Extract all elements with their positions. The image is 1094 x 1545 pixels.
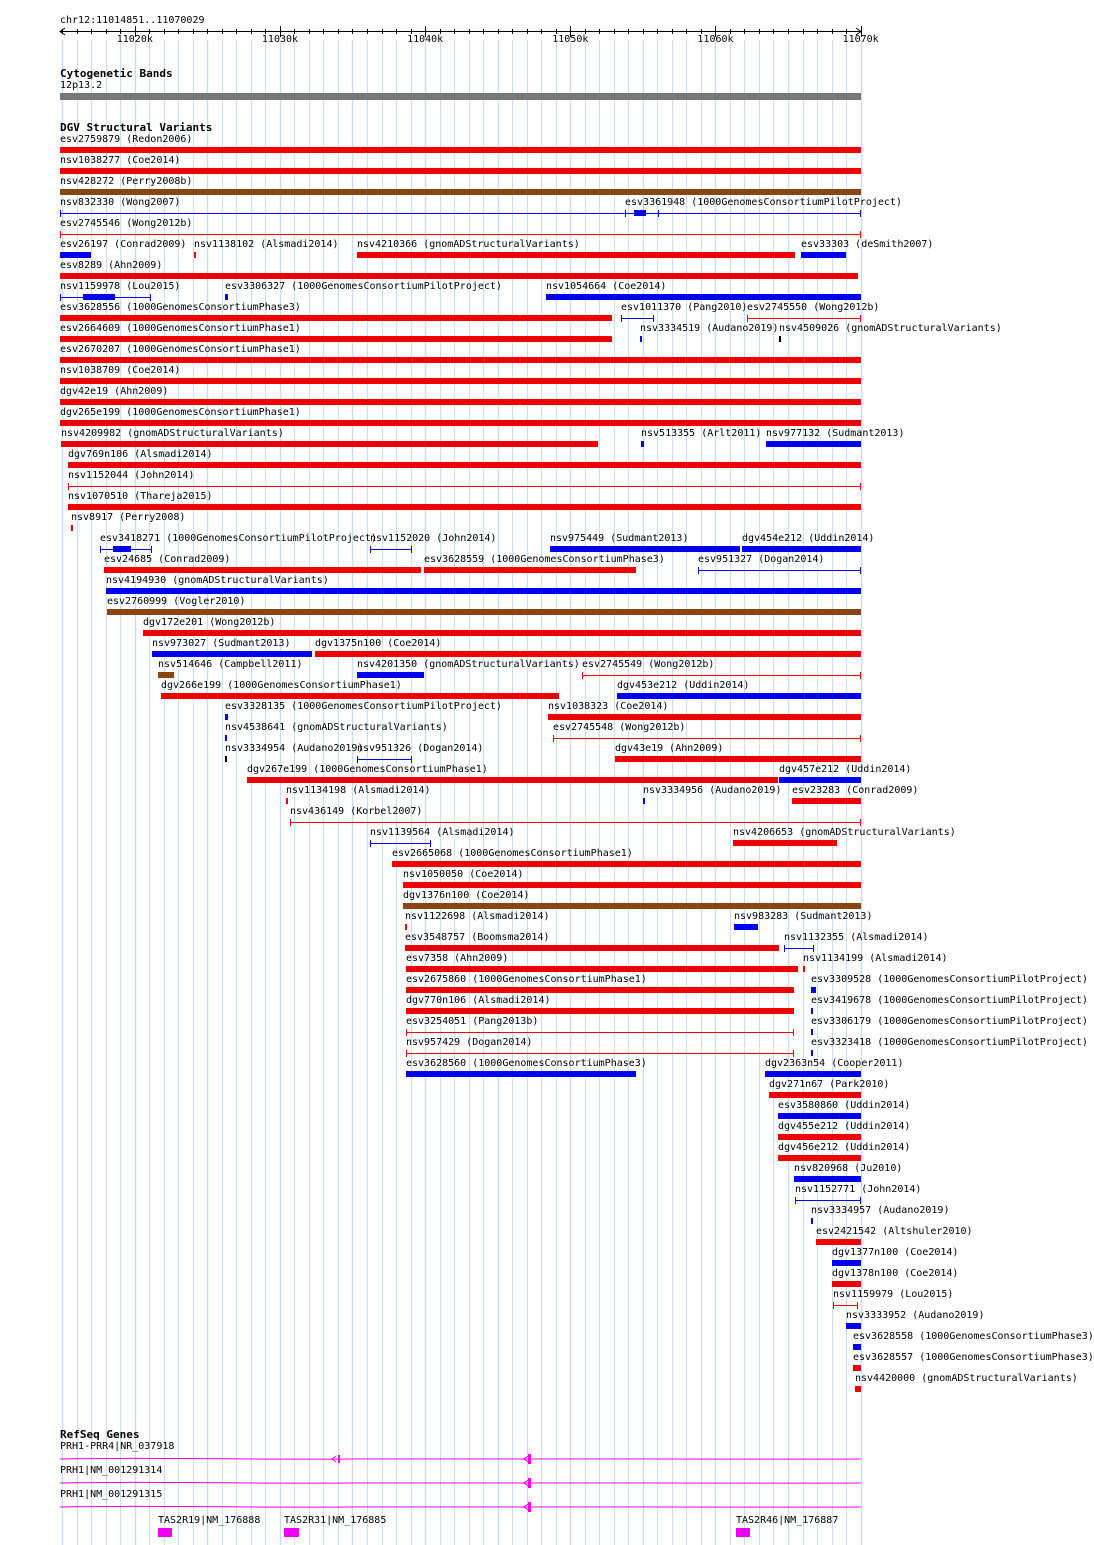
variant-bar[interactable] <box>816 1239 861 1245</box>
variant-label: esv3628556 (1000GenomesConsortiumPhase3) <box>60 302 301 313</box>
variant-label: dgv770n106 (Alsmadi2014) <box>406 995 551 1006</box>
variant-label: nsv1152044 (John2014) <box>68 470 195 481</box>
variant-line[interactable] <box>290 822 861 823</box>
variant-label: esv2745546 (Wong2012b) <box>60 218 193 229</box>
variant-bar[interactable] <box>765 1071 861 1077</box>
variant-bar[interactable] <box>403 903 861 909</box>
gene-label: TAS2R19|NM_176888 <box>158 1515 261 1526</box>
ruler-tick-label: 11070k <box>842 34 879 45</box>
variant-bar[interactable] <box>406 966 798 972</box>
variant-point[interactable] <box>811 1050 813 1056</box>
variant-label: dgv266e199 (1000GenomesConsortiumPhase1) <box>161 680 402 691</box>
variant-label: dgv454e212 (Uddin2014) <box>742 533 875 544</box>
variant-end-tick <box>795 1197 796 1204</box>
variant-label: esv3361948 (1000GenomesConsortiumPilotProject) <box>625 197 902 208</box>
variant-end-tick <box>370 840 371 847</box>
gene-label: PRH1|NM_001291314 <box>60 1465 163 1476</box>
gene-exon <box>338 1455 340 1463</box>
variant-end-tick <box>411 756 412 763</box>
variant-bar[interactable] <box>357 252 795 258</box>
variant-bar[interactable] <box>641 441 644 447</box>
variant-end-tick <box>813 945 814 952</box>
variant-label: nsv820968 (Ju2010) <box>794 1163 903 1174</box>
variant-label: nsv514646 (Campbell2011) <box>158 659 303 670</box>
variant-point[interactable] <box>779 336 781 342</box>
variant-bar[interactable] <box>60 189 861 195</box>
variant-label: esv951327 (Dogan2014) <box>698 554 825 565</box>
variant-label: dgv2363n54 (Cooper2011) <box>765 1058 904 1069</box>
ruler-tick-label: 11060k <box>697 34 734 45</box>
variant-label: dgv1377n100 (Coe2014) <box>832 1247 959 1258</box>
variant-end-tick <box>406 1029 407 1036</box>
track-title-cytoband[interactable]: Cytogenetic Bands <box>60 67 173 80</box>
variant-bar[interactable] <box>778 1155 861 1161</box>
variant-label: esv2675860 (1000GenomesConsortiumPhase1) <box>406 974 647 985</box>
cytoband-label: 12p13.2 <box>60 80 103 91</box>
variant-label: nsv975449 (Sudmant2013) <box>550 533 689 544</box>
variant-label: dgv172e201 (Wong2012b) <box>143 617 276 628</box>
variant-end-tick <box>784 945 785 952</box>
variant-point[interactable] <box>811 1029 813 1035</box>
variant-label: nsv4509026 (gnomADStructuralVariants) <box>779 323 1002 334</box>
gene-exon <box>528 1502 531 1512</box>
variant-line[interactable] <box>406 1032 794 1033</box>
variant-label: esv8289 (Ahn2009) <box>60 260 163 271</box>
variant-point[interactable] <box>640 336 642 342</box>
variant-label: dgv456e212 (Uddin2014) <box>778 1142 911 1153</box>
variant-bar[interactable] <box>742 546 861 552</box>
variant-line[interactable] <box>582 675 861 676</box>
gene-model[interactable] <box>0 1452 890 1466</box>
variant-bar[interactable] <box>779 777 861 783</box>
variant-label: dgv271n67 (Park2010) <box>769 1079 890 1090</box>
variant-end-tick <box>406 1050 407 1057</box>
variant-label: nsv4210366 (gnomADStructuralVariants) <box>357 239 580 250</box>
variant-bar[interactable] <box>832 1260 861 1266</box>
variant-bar[interactable] <box>853 1344 861 1350</box>
variant-bar[interactable] <box>769 1092 861 1098</box>
variant-label: nsv1038277 (Coe2014) <box>60 155 181 166</box>
variant-label: nsv4538641 (gnomADStructuralVariants) <box>225 722 448 733</box>
variant-bar[interactable] <box>734 924 758 930</box>
variant-label: esv23283 (Conrad2009) <box>792 785 919 796</box>
variant-bar[interactable] <box>61 441 598 447</box>
variant-end-tick <box>653 315 654 322</box>
variant-label: nsv3334957 (Audano2019) <box>811 1205 950 1216</box>
variant-label: esv2759879 (Redon2006) <box>60 134 193 145</box>
variant-label: nsv4209982 (gnomADStructuralVariants) <box>61 428 284 439</box>
variant-point[interactable] <box>405 924 407 930</box>
variant-bar[interactable] <box>550 546 740 552</box>
gene-exon <box>528 1454 531 1464</box>
variant-end-tick <box>860 483 861 490</box>
variant-line[interactable] <box>784 948 814 949</box>
variant-end-tick <box>857 1302 858 1309</box>
variant-end-tick <box>860 672 861 679</box>
gene-box[interactable] <box>284 1528 299 1537</box>
variant-bar[interactable] <box>161 693 559 699</box>
variant-bar[interactable] <box>801 252 846 258</box>
variant-label: esv3309528 (1000GenomesConsortiumPilotProject) <box>811 974 1088 985</box>
variant-label: nsv951326 (Dogan2014) <box>357 743 484 754</box>
variant-bar[interactable] <box>615 756 861 762</box>
variant-bar[interactable] <box>548 714 861 720</box>
gene-intron-line <box>60 1458 861 1459</box>
variant-label: dgv453e212 (Uddin2014) <box>617 680 750 691</box>
variant-point[interactable] <box>286 798 288 804</box>
variant-label: esv3580860 (Uddin2014) <box>778 1100 911 1111</box>
variant-bar[interactable] <box>60 252 91 258</box>
variant-label: nsv436149 (Korbel2007) <box>290 806 423 817</box>
variant-label: nsv1050050 (Coe2014) <box>403 869 524 880</box>
variant-label: nsv1138102 (Alsmadi2014) <box>194 239 339 250</box>
variant-label: esv3306179 (1000GenomesConsortiumPilotProject) <box>811 1016 1088 1027</box>
gene-box[interactable] <box>736 1528 750 1537</box>
variant-bar[interactable] <box>778 1113 861 1119</box>
variant-bar[interactable] <box>107 609 861 615</box>
variant-label: nsv1038709 (Coe2014) <box>60 365 181 376</box>
variant-point[interactable] <box>803 966 805 972</box>
variant-end-tick <box>860 315 861 322</box>
ruler-tick-label: 11030k <box>261 34 299 45</box>
variant-bar[interactable] <box>106 588 861 594</box>
variant-label: esv3548757 (Boomsma2014) <box>405 932 550 943</box>
variant-label: esv2745549 (Wong2012b) <box>582 659 715 670</box>
variant-label: esv7358 (Ahn2009) <box>406 953 509 964</box>
variant-end-tick <box>290 819 291 826</box>
variant-label: nsv8917 (Perry2008) <box>71 512 186 523</box>
variant-label: esv33303 (deSmith2007) <box>801 239 934 250</box>
variant-bar[interactable] <box>406 987 794 993</box>
ruler-tick-label: 11020k <box>116 34 153 45</box>
variant-label: esv2670207 (1000GenomesConsortiumPhase1) <box>60 344 301 355</box>
variant-end-tick <box>625 210 626 217</box>
variant-label: esv3328135 (1000GenomesConsortiumPilotProject) <box>225 701 502 712</box>
gene-exon <box>528 1478 531 1488</box>
variant-line[interactable] <box>621 318 654 319</box>
variant-label: dgv43e19 (Ahn2009) <box>615 743 724 754</box>
variant-bar[interactable] <box>357 672 424 678</box>
gene-label: PRH1-PRR4|NR_037918 <box>60 1441 175 1452</box>
variant-bar[interactable] <box>60 357 861 363</box>
variant-label: nsv513355 (Arlt2011) <box>641 428 762 439</box>
variant-label: nsv3333952 (Audano2019) <box>846 1310 985 1321</box>
variant-end-tick <box>860 735 861 742</box>
variant-line[interactable] <box>60 234 861 235</box>
variant-label: esv2760999 (Vogler2010) <box>107 596 246 607</box>
variant-end-tick <box>68 483 69 490</box>
variant-block[interactable] <box>83 294 115 300</box>
variant-point[interactable] <box>225 735 227 741</box>
variant-label: esv3418271 (1000GenomesConsortiumPilotProject) <box>100 533 377 544</box>
variant-bar[interactable] <box>766 441 861 447</box>
variant-label: nsv1139564 (Alsmadi2014) <box>370 827 515 838</box>
variant-bar[interactable] <box>158 672 174 678</box>
variant-block[interactable] <box>113 546 131 552</box>
variant-end-tick <box>860 210 861 217</box>
variant-label: esv24685 (Conrad2009) <box>104 554 231 565</box>
variant-end-tick <box>621 315 622 322</box>
ruler-tick-label: 11050k <box>552 34 589 45</box>
gene-label: TAS2R46|NM_176887 <box>736 1515 839 1526</box>
variant-end-tick <box>747 315 748 322</box>
variant-label: esv3628560 (1000GenomesConsortiumPhase3) <box>406 1058 647 1069</box>
variant-label: nsv4206653 (gnomADStructuralVariants) <box>733 827 956 838</box>
variant-line[interactable] <box>60 213 861 214</box>
variant-point[interactable] <box>225 756 227 762</box>
variant-end-tick <box>833 1302 834 1309</box>
variant-label: nsv1038323 (Coe2014) <box>548 701 669 712</box>
variant-line[interactable] <box>795 1200 861 1201</box>
ruler-tick-label: 11040k <box>407 34 444 45</box>
variant-end-tick <box>60 210 61 217</box>
variant-label: esv3628558 (1000GenomesConsortiumPhase3) <box>853 1331 1094 1342</box>
variant-bar[interactable] <box>424 567 636 573</box>
variant-label: nsv4194930 (gnomADStructuralVariants) <box>106 575 329 586</box>
variant-point[interactable] <box>811 1008 813 1014</box>
gene-label: TAS2R31|NM_176885 <box>284 1515 387 1526</box>
variant-label: esv2421542 (Altshuler2010) <box>816 1226 973 1237</box>
variant-end-tick <box>150 294 151 301</box>
variant-end-tick <box>860 231 861 238</box>
variant-bar[interactable] <box>832 1281 861 1287</box>
variant-bar[interactable] <box>152 651 312 657</box>
variant-line[interactable] <box>68 486 861 487</box>
variant-label: nsv428272 (Perry2008b) <box>60 176 193 187</box>
variant-bar[interactable] <box>225 714 228 720</box>
variant-label: esv1011370 (Pang2010) <box>621 302 748 313</box>
variant-label: dgv455e212 (Uddin2014) <box>778 1121 911 1132</box>
variant-label: esv2745548 (Wong2012b) <box>553 722 686 733</box>
variant-label: dgv1376n100 (Coe2014) <box>403 890 530 901</box>
variant-end-tick <box>553 735 554 742</box>
variant-bar[interactable] <box>792 798 861 804</box>
variant-end-tick <box>793 1029 794 1036</box>
track-title-dgv[interactable]: DGV Structural Variants <box>60 121 213 134</box>
variant-point[interactable] <box>71 525 73 531</box>
variant-label: dgv265e199 (1000GenomesConsortiumPhase1) <box>60 407 301 418</box>
variant-bar[interactable] <box>846 1323 861 1329</box>
variant-label: esv26197 (Conrad2009) <box>60 239 187 250</box>
variant-bar[interactable] <box>405 945 779 951</box>
variant-bar[interactable] <box>60 378 861 384</box>
variant-line[interactable] <box>553 738 861 739</box>
variant-label: nsv3334954 (Audano2019) <box>225 743 364 754</box>
variant-bar[interactable] <box>406 1071 636 1077</box>
variant-label: esv2745550 (Wong2012b) <box>747 302 880 313</box>
variant-end-tick <box>793 1050 794 1057</box>
variant-end-tick <box>860 567 861 574</box>
variant-label: esv3306327 (1000GenomesConsortiumPilotProject) <box>225 281 502 292</box>
variant-bar[interactable] <box>811 987 816 993</box>
variant-bar[interactable] <box>143 630 861 636</box>
variant-bar[interactable] <box>60 147 861 153</box>
variant-label: nsv1070510 (Thareja2015) <box>68 491 213 502</box>
variant-end-tick <box>370 546 371 553</box>
variant-label: esv3254051 (Pang2013b) <box>406 1016 539 1027</box>
gene-intron-line <box>60 1482 861 1483</box>
gene-model[interactable] <box>0 1500 890 1514</box>
variant-line[interactable] <box>833 1305 858 1306</box>
variant-label: esv2664609 (1000GenomesConsortiumPhase1) <box>60 323 301 334</box>
variant-label: nsv1132355 (Alsmadi2014) <box>784 932 929 943</box>
variant-bar[interactable] <box>194 252 196 258</box>
variant-line[interactable] <box>357 759 412 760</box>
variant-end-tick <box>698 567 699 574</box>
variant-label: nsv973027 (Sudmant2013) <box>152 638 291 649</box>
gene-model[interactable] <box>0 1476 890 1490</box>
variant-bar[interactable] <box>60 399 861 405</box>
variant-bar[interactable] <box>60 168 861 174</box>
variant-bar[interactable] <box>315 651 861 657</box>
variant-bar[interactable] <box>403 882 861 888</box>
variant-label: nsv4420000 (gnomADStructuralVariants) <box>855 1373 1078 1384</box>
variant-bar[interactable] <box>60 336 612 342</box>
variant-end-tick <box>100 546 101 553</box>
variant-label: nsv1134198 (Alsmadi2014) <box>286 785 431 796</box>
variant-bar[interactable] <box>406 1008 794 1014</box>
track-title-refseq[interactable]: RefSeq Genes <box>60 1428 140 1441</box>
variant-line[interactable] <box>406 1053 794 1054</box>
variant-label: esv2665068 (1000GenomesConsortiumPhase1) <box>392 848 633 859</box>
variant-label: nsv957429 (Dogan2014) <box>406 1037 533 1048</box>
variant-bar[interactable] <box>392 861 861 867</box>
variant-label: esv3323418 (1000GenomesConsortiumPilotProject) <box>811 1037 1088 1048</box>
variant-bar[interactable] <box>778 1134 861 1140</box>
variant-label: nsv1122698 (Alsmadi2014) <box>405 911 550 922</box>
variant-label: nsv977132 (Sudmant2013) <box>766 428 905 439</box>
variant-line[interactable] <box>747 318 861 319</box>
variant-bar[interactable] <box>225 294 228 300</box>
variant-point[interactable] <box>643 798 645 804</box>
variant-block[interactable] <box>634 210 646 216</box>
variant-bar[interactable] <box>855 1386 861 1392</box>
variant-label: nsv1159979 (Lou2015) <box>833 1289 954 1300</box>
variant-end-tick <box>357 756 358 763</box>
variant-line[interactable] <box>370 843 431 844</box>
variant-end-tick <box>60 294 61 301</box>
variant-label: nsv1152020 (John2014) <box>370 533 497 544</box>
variant-line[interactable] <box>698 570 861 571</box>
variant-bar[interactable] <box>60 420 861 426</box>
variant-label: dgv457e212 (Uddin2014) <box>779 764 912 775</box>
variant-line[interactable] <box>370 549 412 550</box>
locus-label: chr12:11014851..11070029 <box>60 15 205 26</box>
variant-label: nsv1134199 (Alsmadi2014) <box>803 953 948 964</box>
variant-label: esv3419678 (1000GenomesConsortiumPilotProject) <box>811 995 1088 1006</box>
variant-bar[interactable] <box>546 294 861 300</box>
variant-end-tick <box>430 840 431 847</box>
variant-label: nsv832330 (Wong2007) <box>60 197 181 208</box>
variant-bar[interactable] <box>733 840 837 846</box>
variant-label: nsv1159978 (Lou2015) <box>60 281 181 292</box>
variant-label: nsv3334519 (Audano2019) <box>640 323 779 334</box>
gene-label: PRH1|NM_001291315 <box>60 1489 163 1500</box>
variant-label: dgv769n106 (Alsmadi2014) <box>68 449 213 460</box>
variant-end-tick <box>860 819 861 826</box>
variant-end-tick <box>411 546 412 553</box>
gene-box[interactable] <box>158 1528 172 1537</box>
variant-bar[interactable] <box>60 273 858 279</box>
variant-bar[interactable] <box>104 567 421 573</box>
variant-end-tick <box>151 546 152 553</box>
variant-label: nsv4201350 (gnomADStructuralVariants) <box>357 659 580 670</box>
variant-label: nsv1054664 (Coe2014) <box>546 281 667 292</box>
variant-label: dgv1375n100 (Coe2014) <box>315 638 442 649</box>
variant-bar[interactable] <box>853 1365 861 1371</box>
variant-label: dgv1378n100 (Coe2014) <box>832 1268 959 1279</box>
variant-end-tick <box>60 231 61 238</box>
variant-end-tick <box>860 1197 861 1204</box>
variant-label: dgv42e19 (Ahn2009) <box>60 386 169 397</box>
variant-label: nsv983283 (Sudmant2013) <box>734 911 873 922</box>
variant-bar[interactable] <box>794 1176 861 1182</box>
variant-bar[interactable] <box>60 315 612 321</box>
variant-bar[interactable] <box>68 462 861 468</box>
variant-end-tick <box>582 672 583 679</box>
variant-label: esv3628557 (1000GenomesConsortiumPhase3) <box>853 1352 1094 1363</box>
variant-bar[interactable] <box>68 504 861 510</box>
variant-point[interactable] <box>811 1218 813 1224</box>
variant-bar[interactable] <box>247 777 778 783</box>
variant-bar[interactable] <box>617 693 861 699</box>
variant-label: dgv267e199 (1000GenomesConsortiumPhase1) <box>247 764 488 775</box>
variant-label: nsv3334956 (Audano2019) <box>643 785 782 796</box>
gene-intron-line <box>60 1506 861 1507</box>
variant-label: nsv1152771 (John2014) <box>795 1184 922 1195</box>
variant-label: esv3628559 (1000GenomesConsortiumPhase3) <box>424 554 665 565</box>
variant-end-tick <box>658 210 659 217</box>
